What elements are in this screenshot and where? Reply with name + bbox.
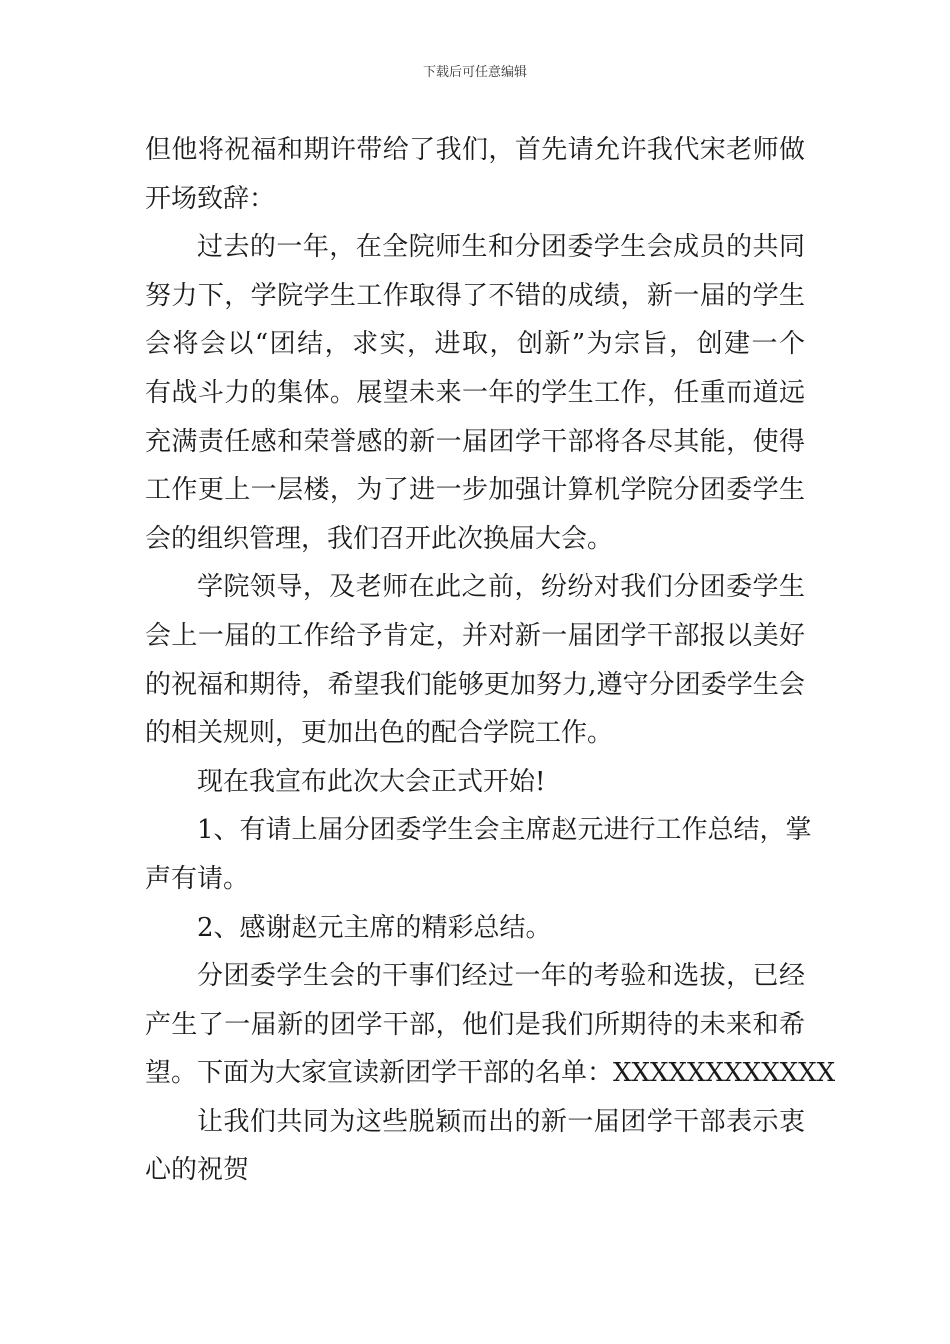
text-line: 会的组织管理，我们召开此次换届大会。 — [145, 523, 614, 554]
text-line: 让我们共同为这些脱颖而出的新一届团学干部表示衷 — [197, 1106, 805, 1137]
text-line: 努力下，学院学生工作取得了不错的成绩，新一届的学生 — [145, 280, 805, 311]
text-line: 的祝福和期待，希望我们能够更加努力,遵守分团委学生会 — [145, 669, 805, 700]
paragraph — [145, 952, 836, 1098]
text-line: 但他将祝福和期许带给了我们，首先请允许我代宋老师做 — [145, 135, 805, 165]
text-line: 学院领导，及老师在此之前，纷纷对我们分团委学生 — [197, 572, 805, 603]
paragraph — [145, 223, 805, 563]
document-body — [145, 126, 836, 1195]
text-line: 心的祝贺 — [145, 1155, 250, 1186]
text-line: 分团委学生会的干事们经过一年的考验和选拔，已经 — [197, 961, 805, 992]
paragraph — [145, 563, 805, 757]
paragraph — [145, 904, 805, 953]
text-line: 会将会以“团结，求实，进取，创新”为宗旨，创建一个 — [145, 329, 805, 360]
text-line: 有战斗力的集体。展望未来一年的学生工作，任重而道远 — [145, 377, 805, 408]
text-line: 2、感谢赵元主席的精彩总结。 — [197, 912, 552, 943]
text-line: 产生了一届新的团学干部，他们是我们所期待的未来和希 — [145, 1009, 805, 1040]
text-line: 1、有请上届分团委学生会主席赵元进行工作总结，掌 — [197, 815, 812, 846]
text-line: 工作更上一层楼，为了进一步加强计算机学院分团委学生 — [145, 475, 805, 506]
text-line: 过去的一年，在全院师生和分团委学生会成员的共同 — [197, 232, 805, 263]
paragraph — [145, 806, 812, 903]
text-line: 声有请。 — [145, 863, 250, 894]
paragraph — [145, 758, 805, 807]
paragraph — [145, 126, 805, 223]
page-header: 下载后可任意编辑 — [422, 65, 527, 80]
text-line: 会上一届的工作给予肯定，并对新一届团学干部报以美好 — [145, 620, 805, 651]
paragraph — [145, 1098, 805, 1195]
text-line: 充满责任感和荣誉感的新一届团学干部将各尽其能，使得 — [145, 426, 805, 457]
text-line: 开场致辞： — [145, 183, 276, 214]
text-line: 望。下面为大家宣读新团学干部的名单：XXXXXXXXXXXX — [145, 1058, 836, 1089]
text-line: 现在我宣布此次大会正式开始! — [197, 766, 546, 797]
text-line: 的相关规则，更加出色的配合学院工作。 — [145, 718, 614, 749]
